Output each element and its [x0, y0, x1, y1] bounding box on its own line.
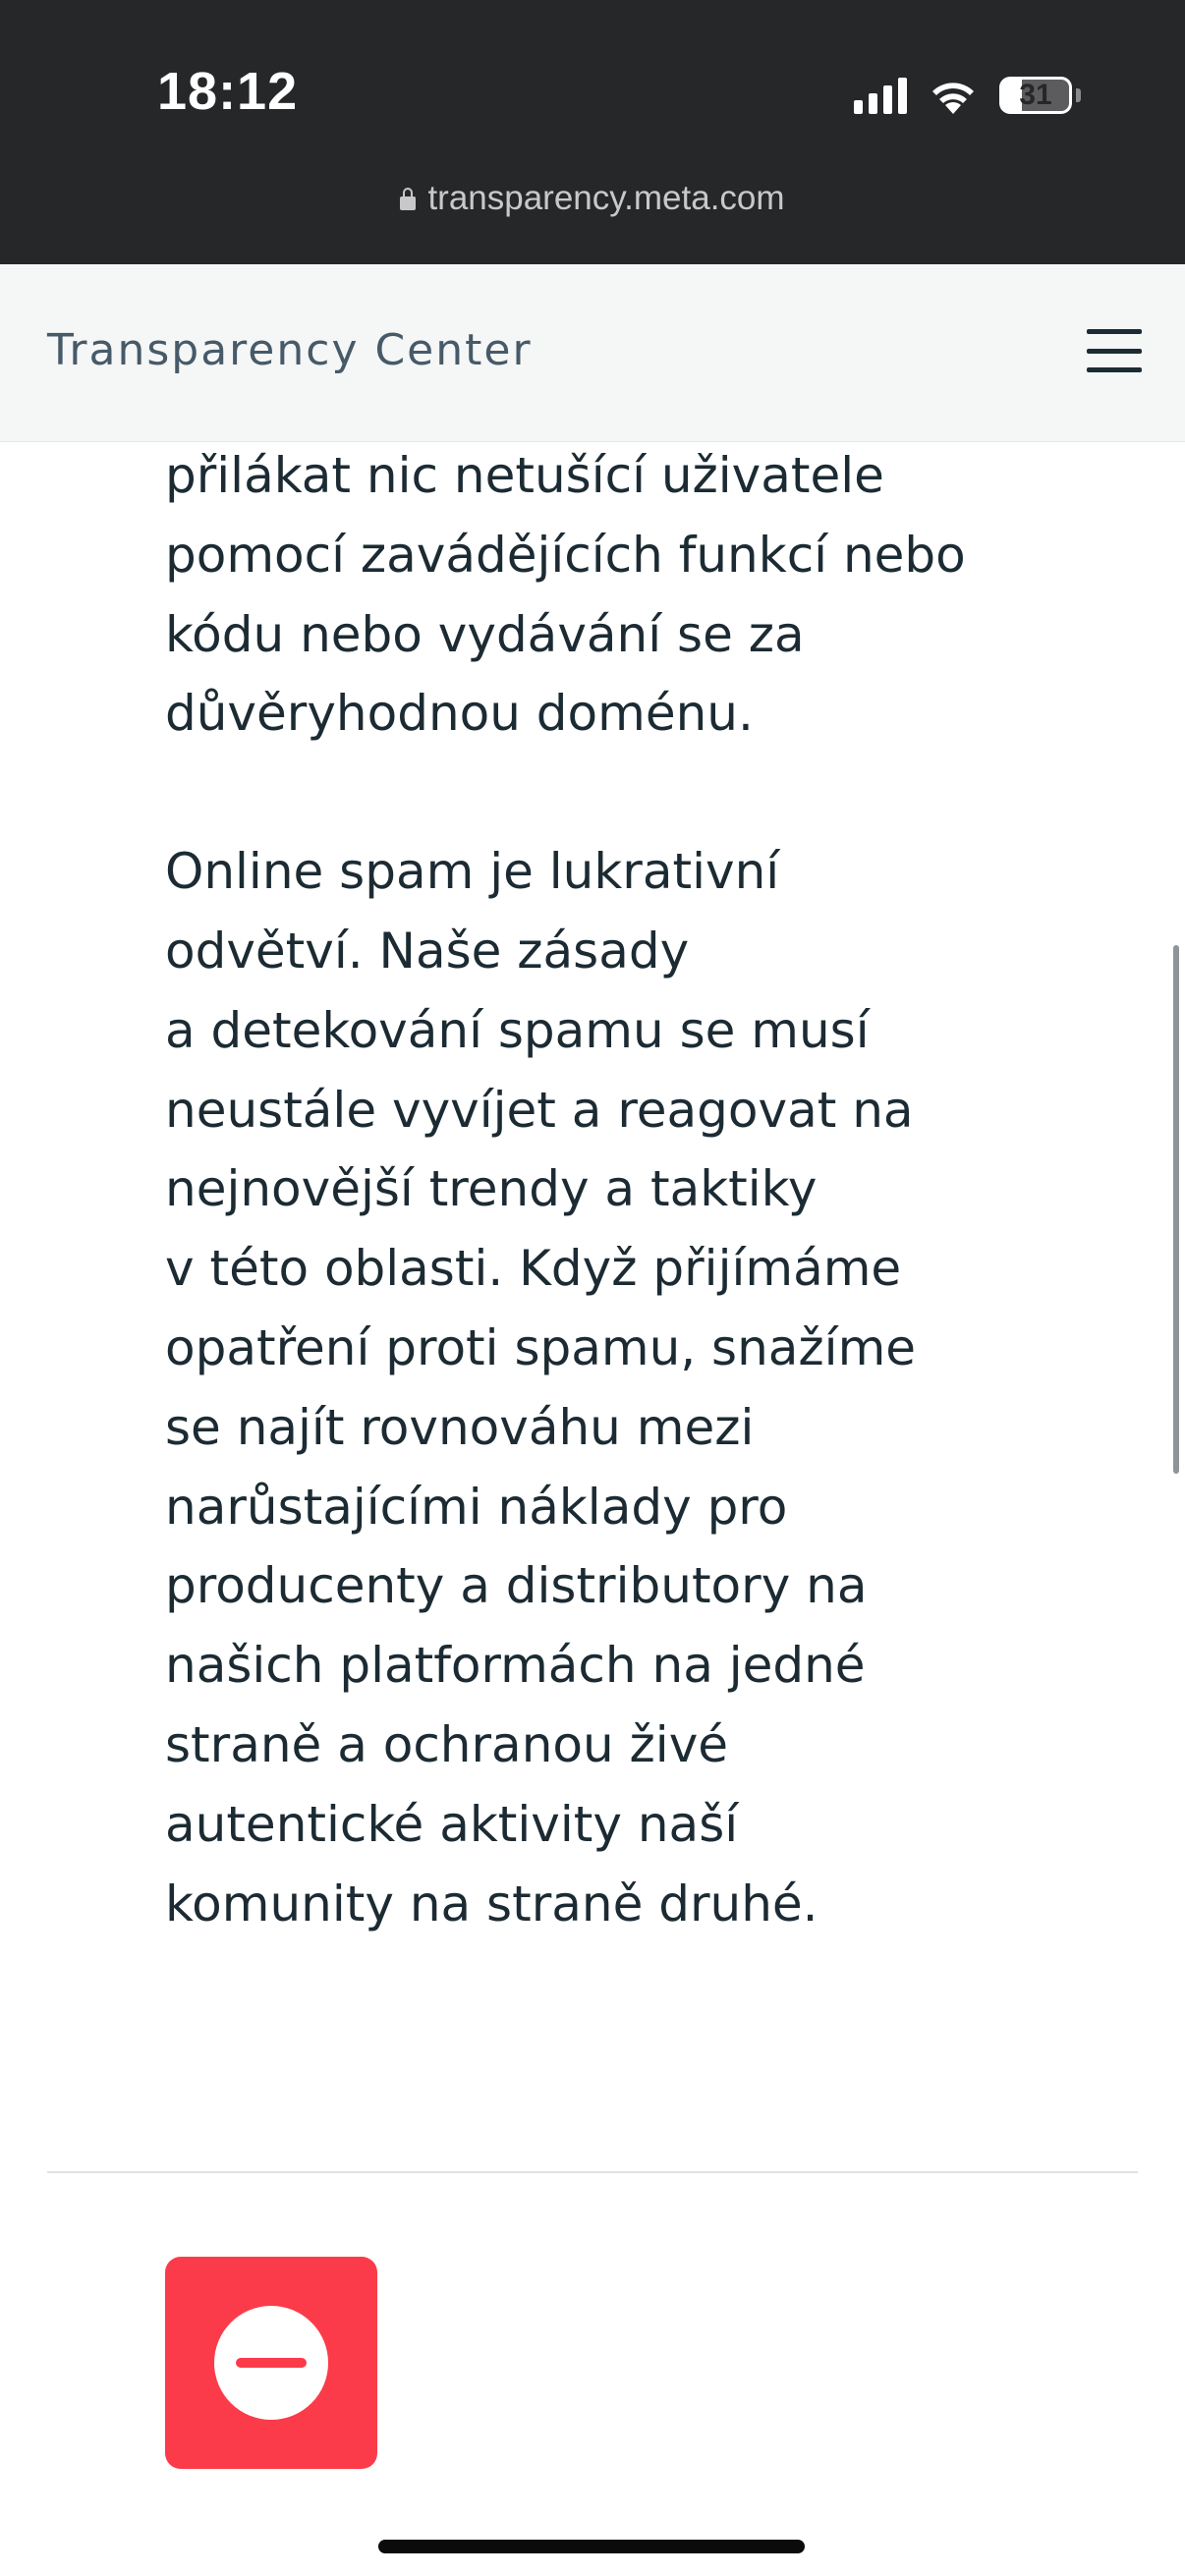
scrollbar[interactable]: [1173, 945, 1179, 1474]
status-bar: [0, 0, 1185, 264]
status-time: 18:12: [157, 62, 299, 121]
section-divider: [47, 2171, 1138, 2173]
home-indicator[interactable]: [378, 2540, 805, 2553]
no-entry-icon: [214, 2306, 328, 2420]
battery-cap: [1076, 88, 1081, 102]
article-content: [165, 436, 1049, 1943]
url-text: transparency.meta.com: [427, 179, 785, 217]
lock-icon: [400, 196, 416, 210]
article-paragraph-2: Online spam je lukrativní odvětví. Naše zásady a detekování spamu se musí neustále vyvíjet a reagovat na nejnovější trendy a taktiky v této oblasti. Když přijímáme opatření proti spamu, snažíme se najít rovnováhu mezi narůstajícími náklady pro producenty a distributory na našich platformách na jedné straně a ochranou živé autentické aktivity naší komunity na straně druhé.: [165, 843, 917, 1932]
wifi-icon: [929, 77, 978, 114]
signal-icon: [854, 77, 907, 114]
battery-level: 31: [1019, 79, 1052, 111]
site-header: [0, 264, 1185, 442]
hamburger-menu-icon[interactable]: [1087, 329, 1142, 372]
article-paragraph-1: přilákat nic netušící uživatele pomocí zavádějících funkcí nebo kódu nebo vydávání se za důvěryhodnou doménu.: [165, 447, 966, 743]
address-bar[interactable]: [0, 179, 1185, 218]
site-title[interactable]: Transparency Center: [47, 325, 533, 375]
status-icons: [854, 71, 1081, 120]
prohibited-icon-tile: [165, 2257, 377, 2469]
battery-icon: [999, 77, 1072, 114]
